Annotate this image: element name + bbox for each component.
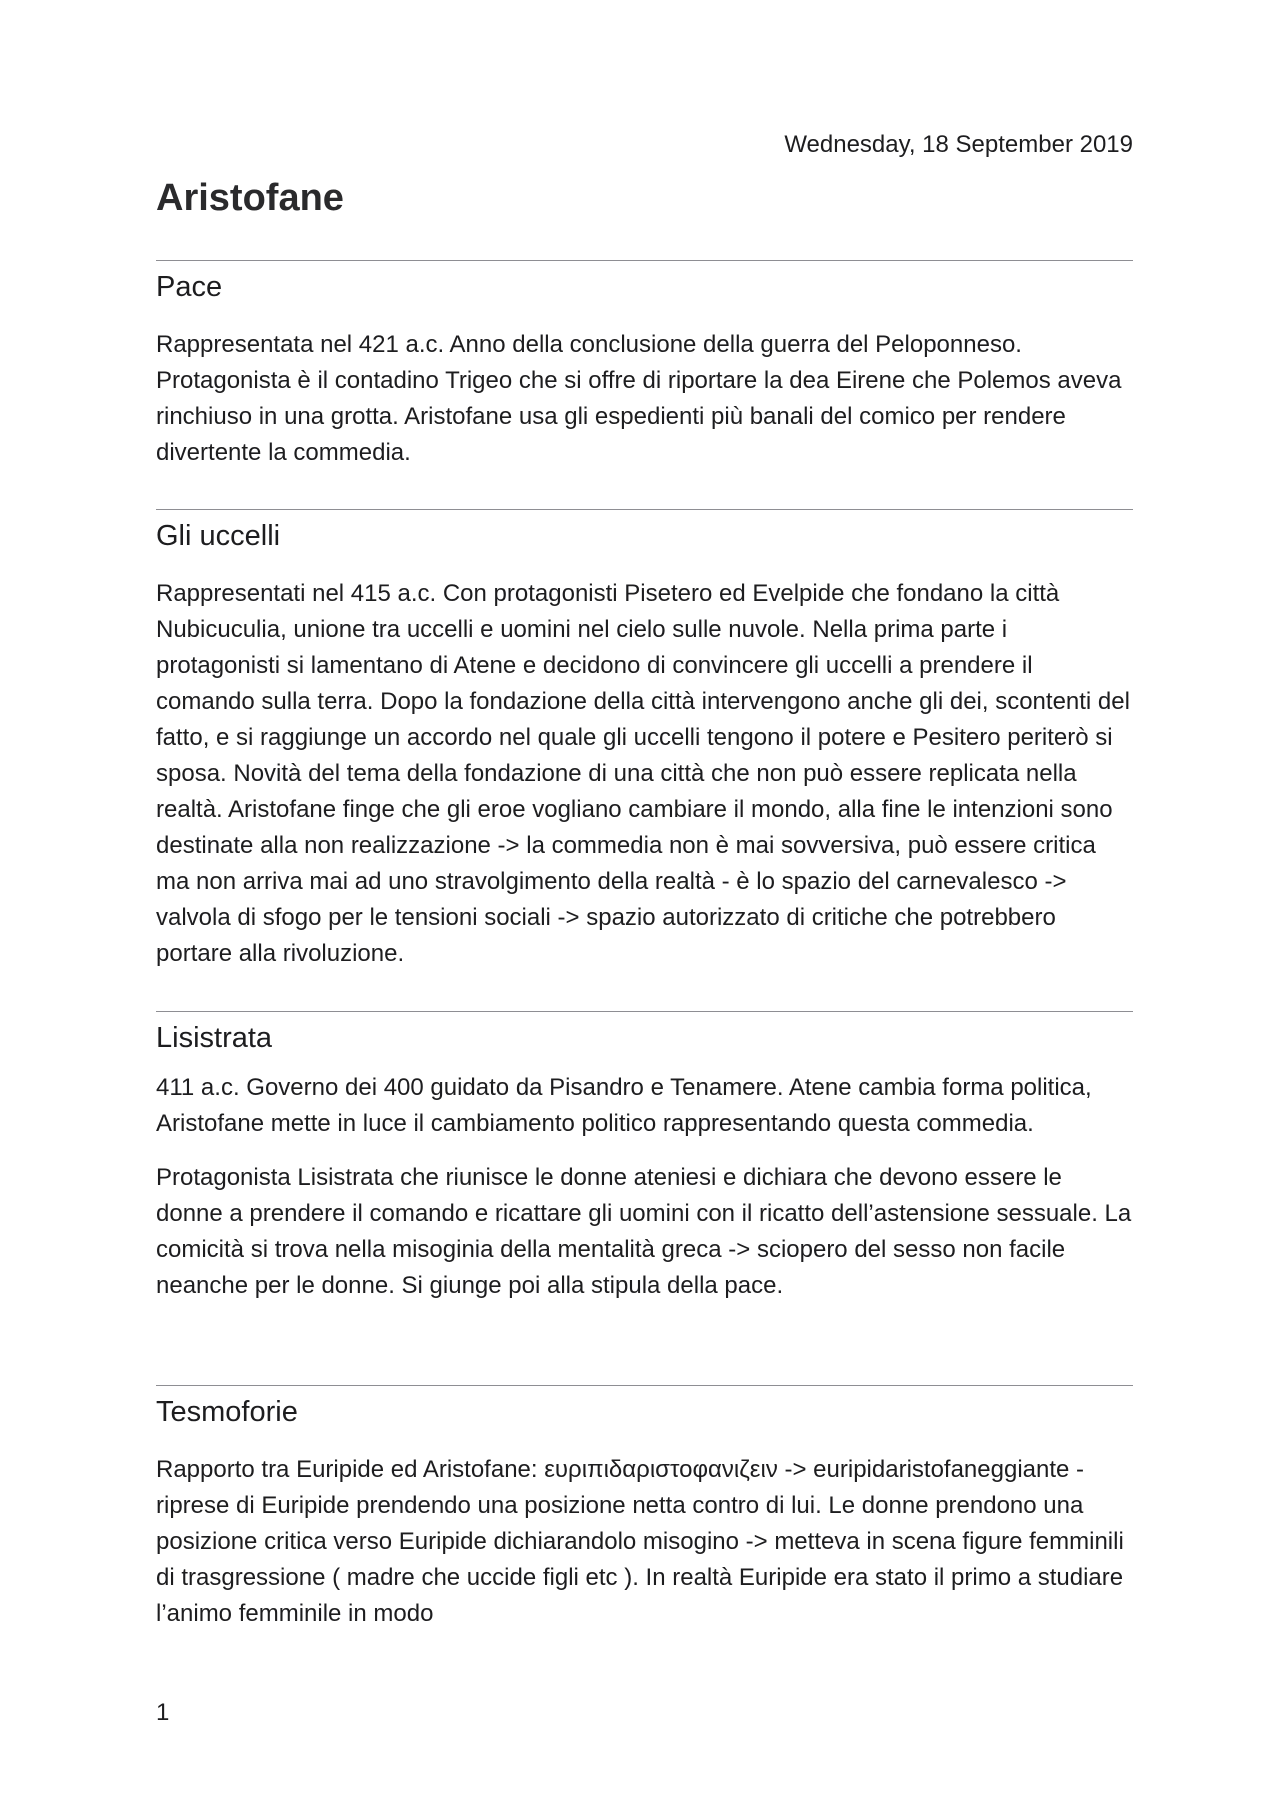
section-paragraph: 411 a.c. Governo dei 400 guidato da Pisandro e Tenamere. Atene cambia forma politica, Aristofane mette in luce il cambiamento politico rappresentando questa commedia. xyxy=(156,1074,1092,1137)
page-number: 1 xyxy=(156,1699,170,1726)
section-divider xyxy=(156,260,1133,261)
section-pace xyxy=(156,260,1133,471)
section-heading: Pace xyxy=(156,271,223,303)
section-heading: Lisistrata xyxy=(156,1022,273,1054)
section-paragraph: Rappresentati nel 415 a.c. Con protagonisti Pisetero ed Evelpide che fondano la città Nubicuculia, unione tra uccelli e uomini nel cielo sulle nuvole. Nella prima parte i protagonisti si lamentano di Atene e decidono di convincere gli uccelli a prendere il comando sulla terra. Dopo la fondazione della città intervengono anche gli dei, scontenti del fatto, e si raggiunge un accordo nel quale gli uccelli tengono il potere e Pesitero periterò si sposa. Novità del tema della fondazione di una città che non può essere replicata nella realtà. Aristofane finge che gli eroe vogliano cambiare il mondo, alla fine le intenzioni sono destinate alla non realizzazione -> la commedia non è mai sovversiva, può essere critica ma non arriva mai ad uno stravolgimento della realtà - è lo spazio del carnevalesco -> valvola di sfogo per le tensioni sociali -> spazio autorizzato di critiche che potrebbero portare alla rivoluzione. xyxy=(156,580,1130,967)
section-divider xyxy=(156,1011,1133,1012)
section-paragraph: Protagonista Lisistrata che riunisce le donne ateniesi e dichiara che devono essere le donne a prendere il comando e ricattare gli uomini con il ricatto dell’astensione sessuale. La comicità si trova nella misoginia della mentalità greca -> sciopero del sesso non facile neanche per le donne. Si giunge poi alla stipula della pace. xyxy=(156,1164,1132,1299)
section-paragraph: Rapporto tra Euripide ed Aristofane: ευριπιδαριστοφανιζειν -> euripidaristofaneggiante - riprese di Euripide prendendo una posizione netta contro di lui. Le donne prendono una posizione critica verso Euripide dichiarandolo misogino -> metteva in scena figure femminili di trasgressione ( madre che uccide figli etc ). In realtà Euripide era stato il primo a studiare l’animo femminile in modo xyxy=(156,1456,1124,1627)
section-divider xyxy=(156,509,1133,510)
section-heading: Gli uccelli xyxy=(156,520,281,552)
section-gli-uccelli xyxy=(156,509,1133,972)
document-title: Aristofane xyxy=(156,177,344,219)
section-tesmoforie xyxy=(156,1385,1133,1632)
section-paragraph: Rappresentata nel 421 a.c. Anno della conclusione della guerra del Peloponneso. Protagonista è il contadino Trigeo che si offre di riportare la dea Eirene che Polemos aveva rinchiuso in una grotta. Aristofane usa gli espedienti più banali del comico per rendere divertente la commedia. xyxy=(156,331,1122,466)
section-lisistrata xyxy=(156,1011,1133,1304)
section-heading: Tesmoforie xyxy=(156,1396,298,1428)
section-divider xyxy=(156,1385,1133,1386)
document-date: Wednesday, 18 September 2019 xyxy=(784,131,1133,158)
